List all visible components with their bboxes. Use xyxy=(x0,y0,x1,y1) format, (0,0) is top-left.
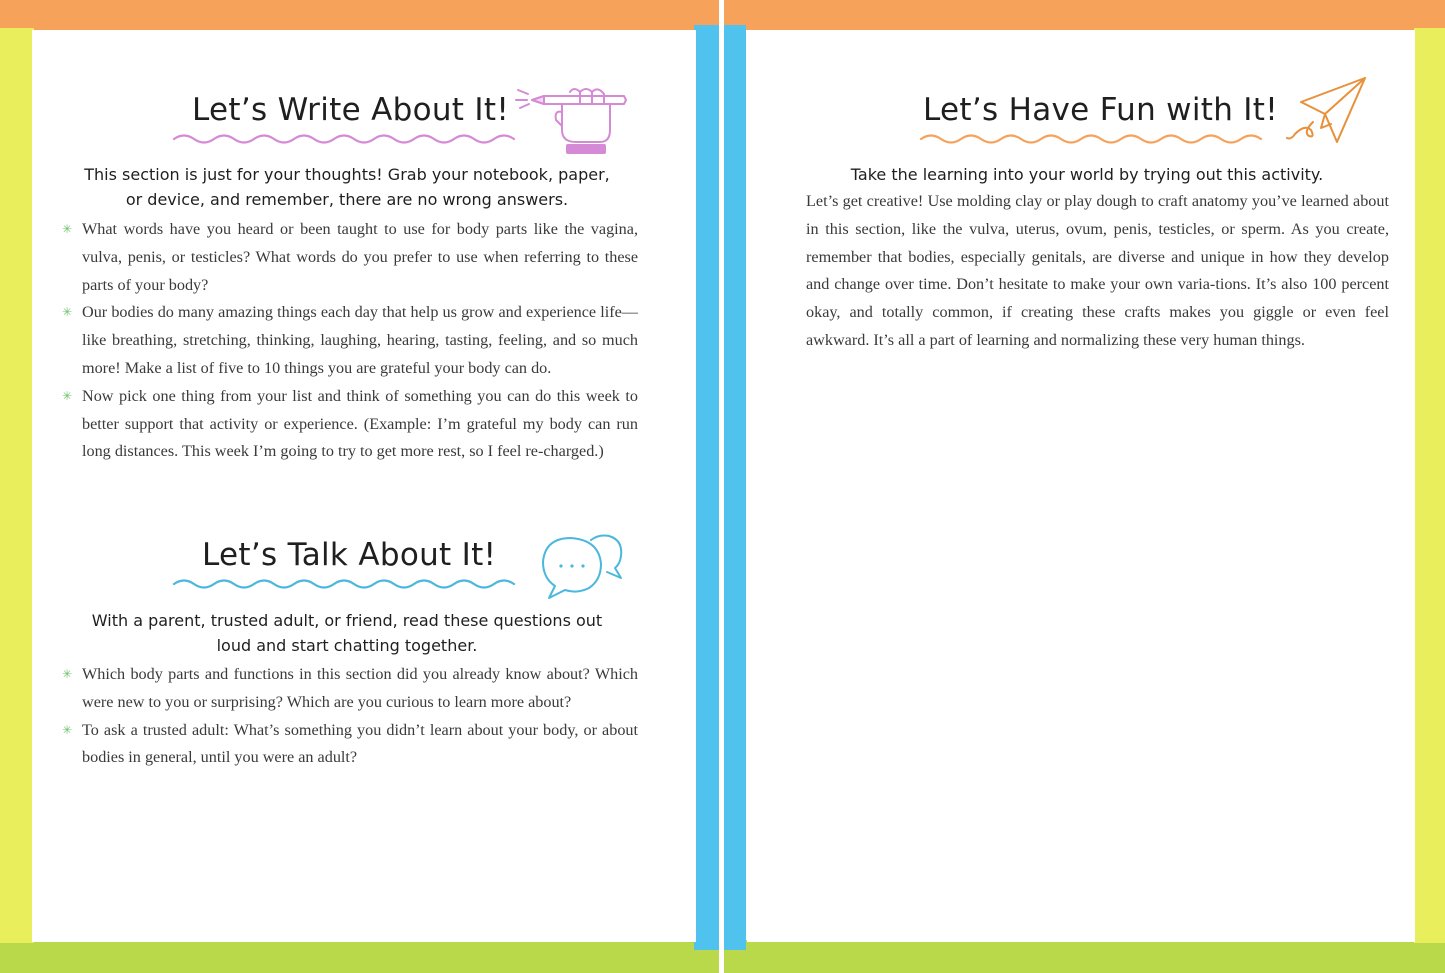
list-item: ✳ What words have you heard or been taught to use for body parts like the vagina, vulva, penis, or testicles? What words do you prefer to use when referring to these parts of your body? xyxy=(62,216,638,299)
talk-heading-squiggle xyxy=(172,575,522,591)
left-page xyxy=(32,30,696,942)
hand-holding-pencil-icon xyxy=(514,82,632,158)
list-item: ✳ Our bodies do many amazing things each day that help us grow and experience life—like breathing, stretching, thinking, laughing, hearing, tasting, feeling, and so much more! Make a list of five to 10 things you are grateful your body can do. xyxy=(62,299,638,382)
bullet-star-icon: ✳ xyxy=(62,222,73,236)
fun-intro: Take the learning into your world by trying out this activity. xyxy=(850,165,1324,184)
speech-bubbles-icon xyxy=(537,530,629,602)
left-yellow-border xyxy=(0,28,34,943)
list-item: ✳ Which body parts and functions in this section did you already know about? Which were new to you or surprising? Which are you curious to learn more about? xyxy=(62,661,638,717)
right-yellow-border xyxy=(1414,28,1445,943)
talk-intro: With a parent, trusted adult, or friend, read these questions out loud and start chatting together. xyxy=(91,611,603,655)
write-heading-squiggle xyxy=(172,130,522,146)
list-item: ✳ Now pick one thing from your list and think of something you can do this week to better support that activity or experience. (Example: I’m grateful my body can run long distances. This week I’m going to try to get more rest, so I feel re-charged.) xyxy=(62,383,638,466)
talk-question-list xyxy=(62,661,638,772)
bullet-star-icon: ✳ xyxy=(62,667,73,681)
right-page xyxy=(747,30,1415,942)
page-gutter xyxy=(719,0,724,973)
talk-heading: Let’s Talk About It! xyxy=(202,537,497,573)
fun-heading-squiggle xyxy=(919,130,1269,146)
write-heading: Let’s Write About It! xyxy=(192,92,510,128)
list-item: ✳ To ask a trusted adult: What’s something you didn’t learn about your body, or about bodies in general, until you were an adult? xyxy=(62,717,638,773)
fun-heading: Let’s Have Fun with It! xyxy=(923,92,1278,128)
bullet-star-icon: ✳ xyxy=(62,305,73,320)
bullet-star-icon: ✳ xyxy=(62,722,73,737)
write-question-list xyxy=(62,216,638,466)
fun-activity-text: Let’s get creative! Use molding clay or play dough to craft anatomy you’ve learned about in this section, like the vulva, uterus, ovum, penis, testicles, or sperm. As you create, remember that bodies, especially genitals, are diverse and unique in how they develop and change over time. Don’t hesitate to make your own varia-tions. It’s also 100 percent okay, and totally common, if creating these crafts makes you giggle or even feel awkward. It’s all a part of learning and normalizing these very human things. xyxy=(806,192,1389,349)
write-intro: This section is just for your thoughts! Grab your notebook, paper, or device, and remember, there are no wrong answers. xyxy=(84,165,610,209)
bullet-star-icon: ✳ xyxy=(62,388,73,403)
paper-plane-icon xyxy=(1285,74,1371,148)
